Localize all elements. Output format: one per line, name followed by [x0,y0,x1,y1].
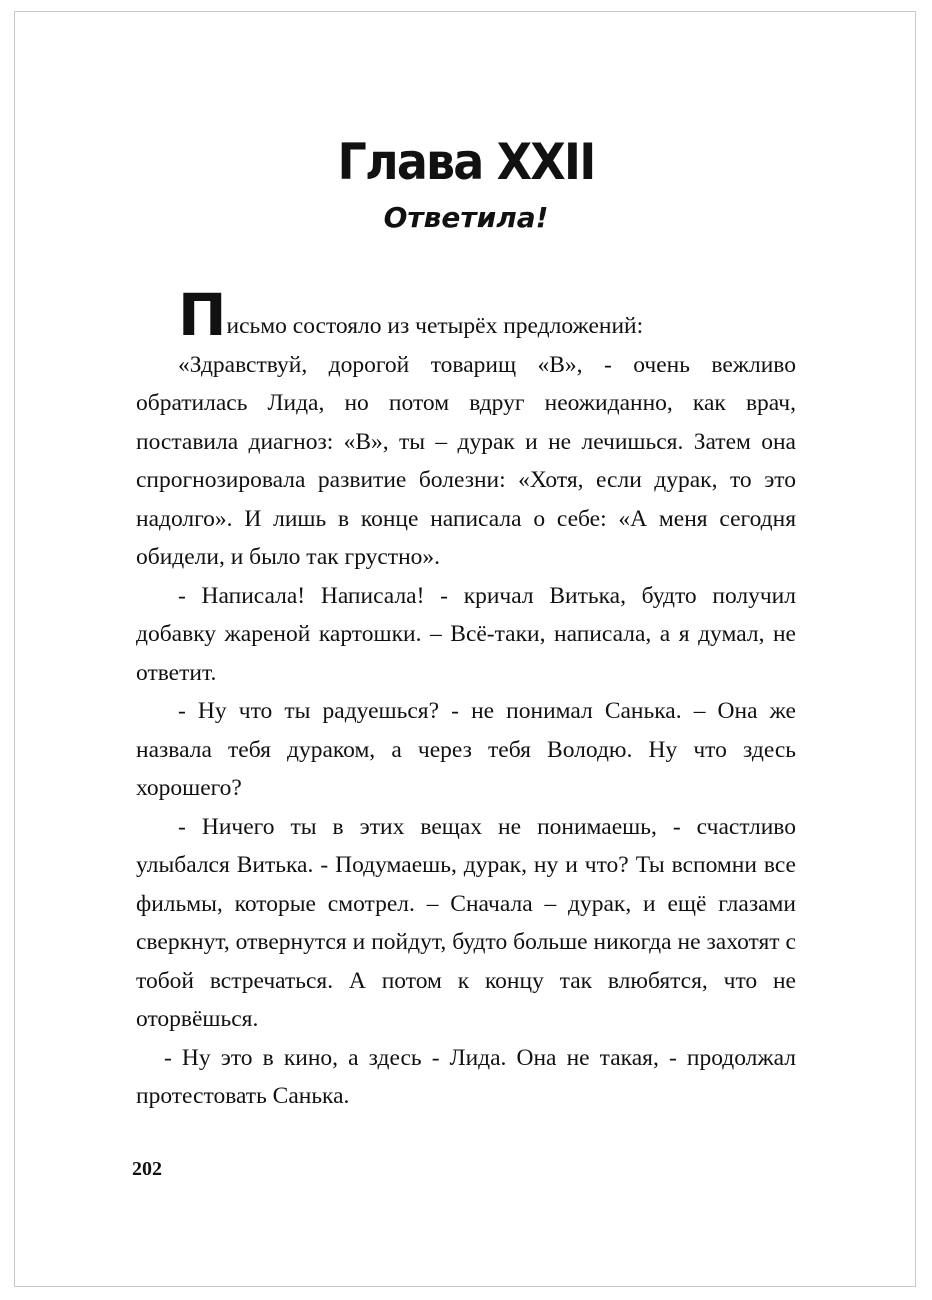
paragraph-4: - Ну что ты радуешься? - не понимал Санька. – Она же назвала тебя дураком, а через тебя Володю. Ну что здесь хорошего? [136,698,796,801]
paragraph-6: - Ну это в кино, а здесь - Лида. Она не такая, - продолжал протестовать Санька. [136,1044,796,1109]
body-text [136,281,796,1116]
paragraph-1-text: исьмо состояло из четырёх предложений: [226,313,644,339]
paragraph-5: - Ничего ты в этих вещах не понимаешь, - счастливо улыбался Витька. - Подумаешь, дурак, ну и что? Ты вспомни все фильмы, которые смотрел. – Сначала – дурак, и ещё глазами сверкнут, отвернутся и пойдут, будто больше никогда не захотят с тобой встречаться. А потом к концу так влюбятся, что не оторвёшься. [136,813,796,1032]
paragraph-2: «Здравствуй, дорогой товарищ «В», - очень вежливо обратилась Лида, но потом вдруг неожиданно, как врач, поставила диагноз: «В», ты – дурак и не лечишься. Затем она спрогнозировала развитие болезни: «Хотя, если дурак, то это надолго». И лишь в конце написала о себе: «А меня сегодня обидели, и было так грустно». [136,351,796,570]
chapter-subtitle: Ответила! [383,201,549,234]
page-number: 202 [132,1158,162,1180]
chapter-title: Глава XXII [337,133,595,191]
paragraph-1 [136,281,796,349]
paragraph-3: - Написала! Написала! - кричал Витька, будто получил добавку жареной картошки. – Всё-таки, написала, а я думал, не ответит. [136,582,796,686]
drop-cap-letter: П [178,281,225,349]
